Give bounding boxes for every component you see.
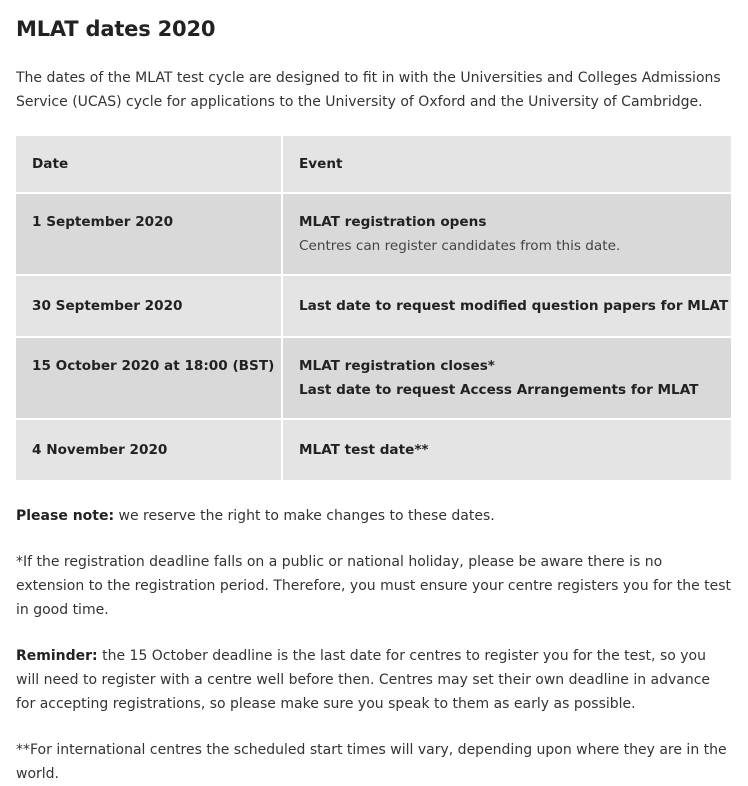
row-event-line2: Last date to request Access Arrangements for MLAT bbox=[299, 382, 699, 398]
reminder-note bbox=[16, 644, 732, 716]
header-event: Event bbox=[282, 136, 731, 193]
intro-paragraph: The dates of the MLAT test cycle are designed to fit in with the Universities and Colleges Admissions Service (UCAS) cycle for applications to the University of Oxford and the University of Cambridge. bbox=[16, 70, 721, 110]
row-event: MLAT test date** bbox=[299, 442, 429, 458]
reminder-label: Reminder: bbox=[16, 648, 98, 664]
row-date: 1 September 2020 bbox=[32, 214, 174, 230]
header-date: Date bbox=[16, 136, 282, 193]
asterisk-note: *If the registration deadline falls on a public or national holiday, please be aware there is no extension to the registration period. Therefore, you must ensure your centre registers you for the test in good time. bbox=[16, 554, 732, 618]
reminder-text: the 15 October deadline is the last date for centres to register you for the test, so you will need to register with a centre well before then. Centres may set their own deadline in advance for accepting registrations, so please make sure you speak to them as early as possible. bbox=[16, 648, 711, 712]
table-header-row bbox=[16, 136, 731, 193]
table-row bbox=[16, 275, 731, 337]
row-date: 4 November 2020 bbox=[32, 442, 168, 458]
row-event-detail: Centres can register candidates from this date. bbox=[299, 238, 621, 254]
table-row bbox=[16, 193, 731, 275]
dates-table bbox=[16, 136, 731, 482]
please-note-text: we reserve the right to make changes to these dates. bbox=[114, 508, 495, 524]
double-asterisk-note: **For international centres the scheduled start times will vary, depending upon where they are in the world. bbox=[16, 742, 727, 782]
table-row bbox=[16, 419, 731, 481]
row-date: 30 September 2020 bbox=[32, 298, 183, 314]
row-event: MLAT registration opens bbox=[299, 214, 487, 230]
row-date: 15 October 2020 at 18:00 (BST) bbox=[32, 358, 275, 374]
row-event: MLAT registration closes* bbox=[299, 358, 495, 374]
page-title: MLAT dates 2020 bbox=[16, 17, 216, 41]
please-note-label: Please note: bbox=[16, 508, 115, 524]
please-note bbox=[16, 504, 732, 528]
row-event: Last date to request modified question papers for MLAT bbox=[299, 298, 729, 314]
table-row bbox=[16, 337, 731, 419]
